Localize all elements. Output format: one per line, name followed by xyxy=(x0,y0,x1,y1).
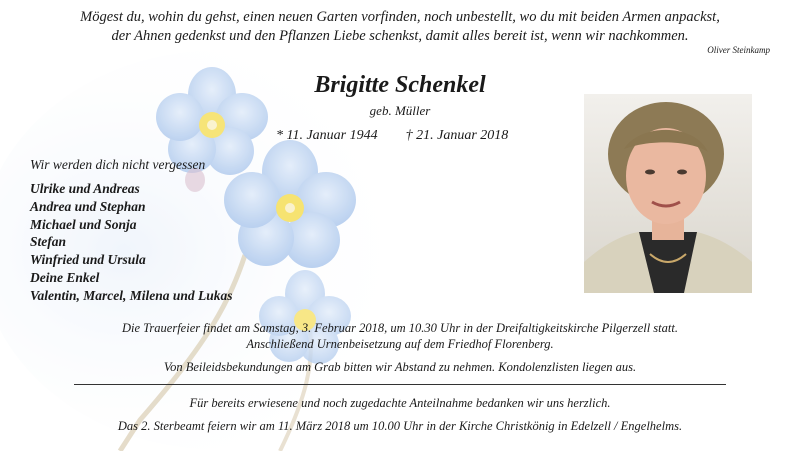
quote-line-2: der Ahnen gedenkst und den Pflanzen Liebe schenkst, damit alles bereit ist, wenn wir nachkommen. xyxy=(111,28,689,44)
thanks-note: Für bereits erwiesene und noch zugedachte Anteilnahme bedanken wir uns herzlich. xyxy=(189,396,611,410)
service-line-2: Anschließend Urnenbeisetzung auf dem Friedhof Florenberg. xyxy=(246,337,554,351)
deceased-name: Brigitte Schenkel xyxy=(314,72,486,98)
quote xyxy=(0,8,800,46)
memorial-mass-info: Das 2. Sterbeamt feiern wir am 11. März 2018 um 10.00 Uhr in der Kirche Christkönig in Edelzell / Engelhelms. xyxy=(117,419,683,433)
quote-line-1: Mögest du, wohin du gehst, einen neuen Garten vorfinden, noch unbestellt, wo du mit beiden Armen anpackst, xyxy=(80,9,720,25)
service-line-1: Die Trauerfeier findet am Samstag, 3. Februar 2018, um 10.30 Uhr in der Dreifaltigkeitskirche Pilgerzell statt. xyxy=(122,321,678,335)
mourners-list xyxy=(30,180,233,305)
condolence-note: Von Beileidsbekundungen am Grab bitten wir Abstand zu nehmen. Kondolenzlisten liegen aus. xyxy=(163,360,637,374)
list-item: Michael und Sonja xyxy=(30,216,137,232)
divider xyxy=(74,384,726,385)
death-date: † 21. Januar 2018 xyxy=(405,128,509,143)
funeral-service-info xyxy=(0,320,800,352)
portrait-photo xyxy=(584,94,752,293)
birth-name: geb. Müller xyxy=(369,103,431,118)
life-dates xyxy=(276,128,508,144)
quote-author: Oliver Steinkamp xyxy=(707,45,770,55)
birth-date: * 11. Januar 1944 xyxy=(276,128,378,143)
list-item: Winfried und Ursula xyxy=(30,252,146,268)
list-item: Andrea und Stephan xyxy=(30,198,146,214)
mourners-intro: Wir werden dich nicht vergessen xyxy=(30,157,206,172)
list-item: Stefan xyxy=(30,234,67,250)
list-item: Ulrike und Andreas xyxy=(30,181,140,196)
list-item: Deine Enkel xyxy=(30,269,100,285)
list-item: Valentin, Marcel, Milena und Lukas xyxy=(30,287,233,303)
